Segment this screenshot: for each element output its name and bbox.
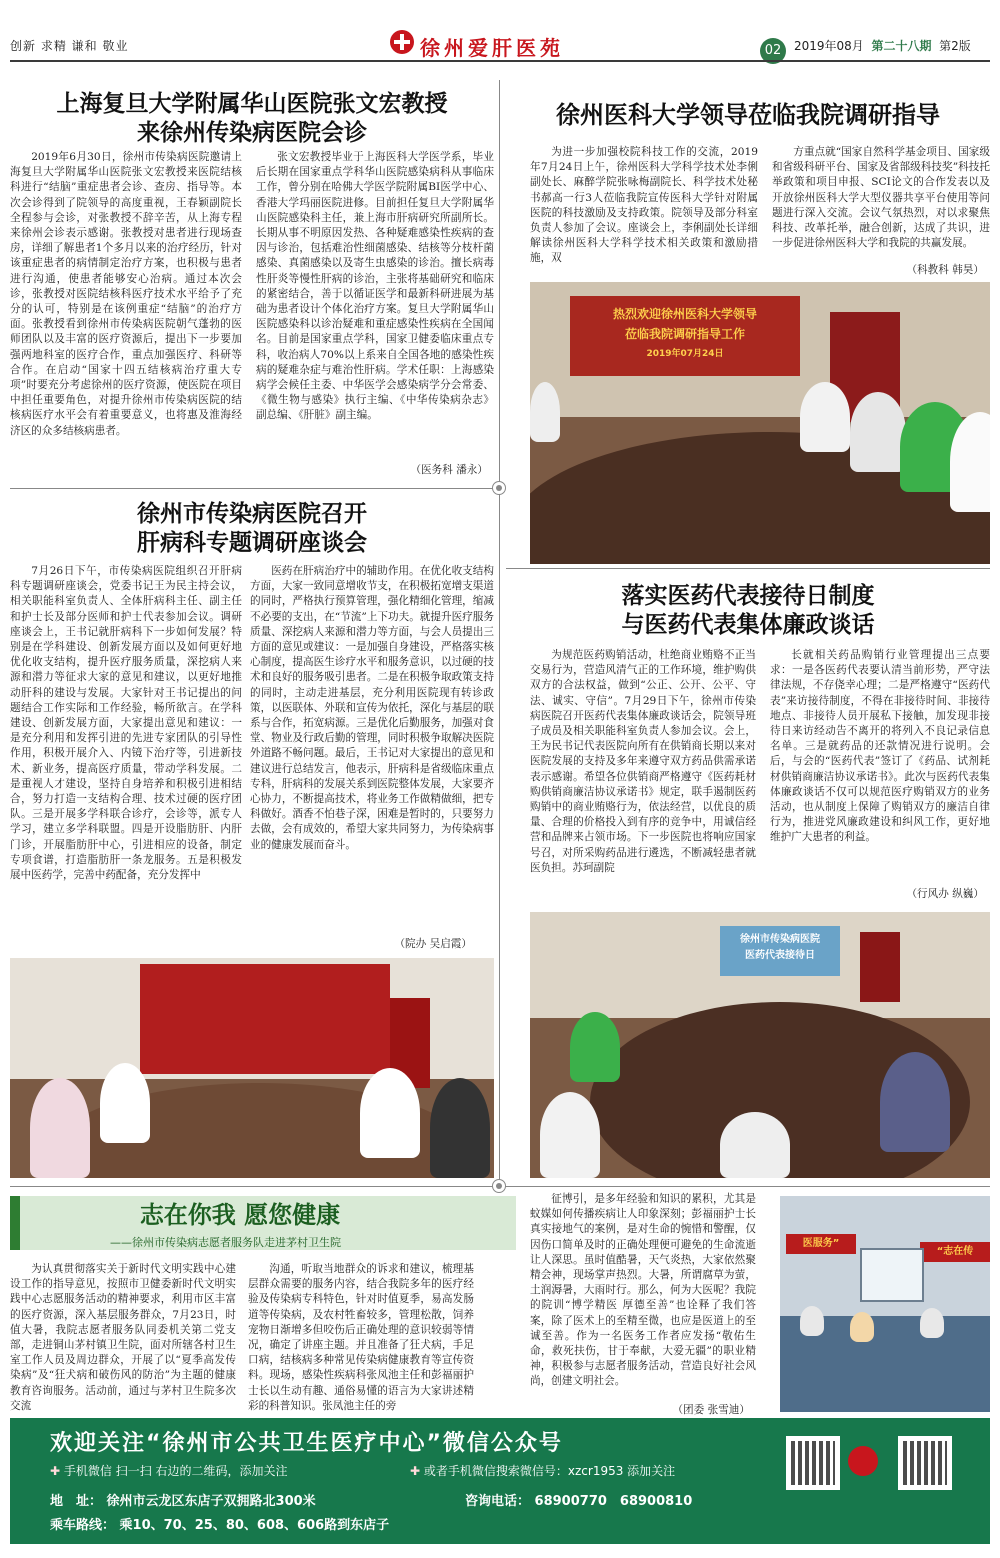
footer-scan-line: ✚ 手机微信 扫一扫 右边的二维码，添加关注 <box>50 1464 288 1478</box>
column-divider <box>499 80 500 1190</box>
edition-label: 第2版 <box>939 39 971 53</box>
attendee <box>850 392 906 472</box>
article-4-byline: （行风办 纵巍） <box>906 888 984 900</box>
article-5-col-1: 为认真贯彻落实关于新时代文明实践中心建设工作的指导意见，按照市卫健委新时代文明实践中心志愿服务活动的精神要求，利用市区丰富的医疗资源，深入基层服务群众，7月23日，时值大暑，我院志愿者服务队同委机关第二党支部，走进铜山茅村镇卫生院，面对所辖各村卫生室工作人员及周边群众，开展了以“夏季高发传染病”及“狂犬病和破伤风的防治”为主题的健康教育咨询服务。活动前，通过与茅村卫生院多次交流 <box>10 1263 236 1412</box>
footer-search-line: ✚ 或者手机微信搜索微信号：xzcr1953 添加关注 <box>410 1464 676 1478</box>
footer-phone: 咨询电话： 68900770 68900810 <box>465 1494 693 1509</box>
article-2-headline: 徐州医科大学领导莅临我院调研指导 <box>556 101 940 129</box>
article-3-col-2: 医药在肝病治疗中的辅助作用。在优化收支结构方面，大家一致同意增收节支，在积极拓宽增支渠道的同时，严格执行预算管理，强化精细化管理，缩减不必要的支出，在“节流”上下功夫。就提升医疗服务质量、深挖病人来源和潜力等方面，与会人员提出三方面的意见或建议：一是加强自身建设，严格落实核心制度，提高医生诊疗水平和服务意识，以过硬的技术和良好的服务吸引患者。二是在积极争取政策支持的同时，主动走进基层，充分利用医院现有转诊政策，以医联体、外联和宣传为依托，深化与基层的联系与合作，拓宽病源。三是优化后勤服务，加强对食堂、物业及行政后勤的管理，同时积极争取解决医院外道路不畅问题。最后，王书记对大家提出的意见和建议进行总结发言，他表示，肝病科是省级临床重点专科，肝病科的发展关系到医院整体发展，大家要齐心协力，不断提高技术，将业务工作做精做细，把专科做好。酒香不怕巷子深，困难是暂时的，只要努力去做，会有成效的，希望大家共同努力，为传染病事业的健康发展而奋斗。 <box>250 565 494 851</box>
issue-date: 2019年08月 <box>794 39 864 53</box>
attendee <box>540 1092 600 1178</box>
article-4-photo <box>530 912 990 1178</box>
divider-knot-icon <box>492 481 506 495</box>
attendee <box>360 1068 420 1158</box>
article-4-col-1: 为规范医药购销活动，杜绝商业贿赂不正当交易行为，营造风清气正的工作环境，维护购供双方的合法权益，做到“公正、公开、公平、守法、诚实、守信”。7月29日下午，徐州市传染病医院召开医药代表集体廉政谈话会，院领导班子成员及相关职能科室负责人参加会议。会上，王为民书记代表医院向所有在供销商长期以来对医院发展的支持及多年来遵守双方药品供需承诺表示感谢。希望各位供销商严格遵守《医药耗材购供销商廉洁协议承诺书》规定，联手遏制医药购销中的商业贿赂行为，依法经营，以优良的质量、合理的价格投入到有序的竞争中，用诚信经营和品牌来占领市场。下一步医院也将响应国家号召，对所采购药品进行遴选，不断减轻患者就医负担。苏珂副院 <box>530 649 756 874</box>
attendee <box>530 382 560 442</box>
article-3-byline: （院办 吴启霞） <box>394 938 472 950</box>
article-5-subtitle: ——徐州市传染病志愿者服务队走进茅村卫生院 <box>110 1236 341 1249</box>
attendee <box>430 1078 490 1178</box>
plus-icon: ✚ <box>410 1464 421 1478</box>
article-3-photo <box>10 958 494 1178</box>
article-5-col-2: 沟通，听取当地群众的诉求和建议，梳理基层群众需要的服务内容，结合我院多年的医疗经验及传染病专科特色，针对时值夏季，易高发肠道等传染病，及农村牲畜较多，管理松散，饲养宠物日渐增多但咬伤后正确处理的意识较弱等情况，确定了讲座主题。并且准备了狂犬病，手足口病，结核病多种常见传染病健康教育等宣传资料。现场，感染性疾病科张凤池主任和彭福丽护士长以生动有趣、通俗易懂的语言为大家讲述精彩的科普知识。张凤池主任的旁 <box>248 1263 474 1412</box>
attendee <box>570 1012 620 1082</box>
footer-banner <box>10 1418 990 1544</box>
wechat-qr-code <box>786 1436 840 1490</box>
attendee <box>880 1052 950 1152</box>
attendee <box>100 1063 150 1143</box>
hospital-logo-icon <box>848 1446 878 1476</box>
article-3-col-1: 7月26日下午，市传染病医院组织召开肝病科专题调研座谈会，党委书记王为民主持会议，相关职能科室负责人、全体肝病科主任、副主任和护士长及部分医师和护士代表参加会议。调研座谈会上，王书记就肝病科下一步如何发展？特别是在学科建设、创新发展方面以及如何更好地优化收支结构，提升医疗服务质量，深挖病人来源和潜力等征求大家的意见和建议，以更好地推动肝科的建设与发展。大家针对王书记提出的问题结合工作实际和工作经验，畅所欲言。在学科建设、创新发展方面，大家提出意见和建议：一是充分利用和发挥引进的先进专家团队的引导性作用，积极开展介入、内镜下治疗等，引进新技术、新业务，提高医疗质量，带动学科发展。二是重视人才建设，坚持自身培养和积极引进相结合，努力打造一支结构合理、技术过硬的医疗团队。三是开展多学科联合诊疗，会诊等，派专人学习，建立多学科联盟。四是开设脂肪肝、内肝门诊，开展脂肪肝中心，引进相应的设备，制定专项食谱，打造脂肪肝一条龙服务。五是积极发展中医药学，完善中药配备，充分发挥中 <box>10 565 242 882</box>
attendee <box>800 1306 824 1336</box>
paper-name: 徐州爱肝医苑 <box>420 36 564 60</box>
welcome-banner: 热烈欢迎徐州医科大学领导 莅临我院调研指导工作 2019年07月24日 <box>570 296 800 376</box>
backdrop <box>140 964 390 1074</box>
attendee <box>720 1112 790 1178</box>
article-1-col-1: 2019年6月30日，徐州市传染病医院邀请上海复旦大学附属华山医院张文宏教授来医院结核科进行“结脑”重症患者会诊、查房、指导等。本次会诊得到了院领导的高度重视，王春颖副院长全程参与会诊，对张教授不辞辛苦，从上海专程来徐州会诊表示感谢。张教授对患者进行现场查房，详细了解患者1个多月以来的治疗经历，针对该重症患者的病情制定治疗方案，也积极与患者进行沟通，使患者能够安心治病。通过本次会诊，张教授对医院结核科医疗技术水平给予了充分的认可，特别是在该例重症“结脑”的治疗方面。张教授看到徐州市传染病医院朝气蓬勃的医师团队以及丰富的医疗资源后，提出下一步要加强两地科室的医疗合作，重点加强医疗、科研等合作。在启动“国家十四五结核病治疗重大专项”时要充分考虑徐州的医疗资源，使医院在项目中担任重要角色，对提升徐州市传染病医院的结核病医疗水平会有着重要意义，也将惠及淮海经济区的众多结核病患者。 <box>10 151 242 437</box>
attendee <box>800 382 850 452</box>
masthead-motto: 创新 求精 谦和 敬业 <box>10 39 129 53</box>
header-rule <box>10 60 990 62</box>
footer-bus: 乘车路线： 乘10、70、25、80、608、606路到东店子 <box>50 1518 390 1533</box>
event-banner-left: 医服务” <box>786 1234 856 1254</box>
article-2-byline: （科教科 韩昊） <box>906 264 984 276</box>
attendee <box>920 1308 944 1338</box>
flag-decoration <box>860 932 900 1002</box>
attendee <box>30 1078 90 1178</box>
article-5-byline: （团委 张雪迪） <box>672 1404 750 1416</box>
article-2-photo <box>530 282 990 564</box>
attendee <box>850 1312 874 1342</box>
issue-number: 第二十八期 <box>871 39 932 53</box>
volunteer-title-bar <box>10 1196 20 1250</box>
issue-info <box>794 37 971 54</box>
section-divider <box>10 488 494 489</box>
article-4-headline: 落实医药代表接待日制度 与医药代表集体廉政谈话 <box>621 583 875 638</box>
divider-knot-icon <box>492 1179 506 1193</box>
article-5-col-3: 征博引，是多年经验和知识的累积，尤其是蚊媒如何传播疾病让人印象深刻；彭福丽护士长真实接地气的案例，是对生命的惋惜和警醒，仅因伤口简单及时的正确处理便可避免的生命流逝让人深思。虽时值酷暑，天气炎热，大家依然聚精会神，现场掌声热烈。大暑，所谓腐草为萤，土润溽暑，大雨时行。那么，何为大医呢？我院的院训“博学精医 厚德至善”也诠释了我们答案，除了医术上的至精至微，也应是医道上的至诚至善。作为一名医务工作者应发扬“敬佑生命，救死扶伤，甘于奉献，大爱无疆”的职业精神，积极参与志愿者服务活动，营造良好社会风尚，创建文明社会。 <box>530 1193 756 1388</box>
article-1-byline: （医务科 潘永） <box>410 464 488 476</box>
page-number-badge: 02 <box>760 38 786 64</box>
footer-headline: 欢迎关注“徐州市公共卫生医疗中心”微信公众号 <box>50 1431 563 1456</box>
article-5-headline: 志在你我 愿您健康 <box>139 1201 341 1229</box>
article-1-headline: 上海复旦大学附属华山医院张文宏教授 来徐州传染病医院会诊 <box>56 91 448 146</box>
footer-address: 地 址： 徐州市云龙区东店子双拥路北300米 <box>50 1494 316 1509</box>
article-5-photo <box>780 1196 990 1412</box>
meeting-screen: 徐州市传染病医院 医药代表接待日 <box>720 926 840 976</box>
article-3-headline: 徐州市传染病医院召开 肝病科专题调研座谈会 <box>137 501 367 556</box>
article-2-col-2: 方重点就“国家自然科学基金项目、国家级和省级科研平台、国家及省部级科技奖”科技托举政策和项目申报、SCI论文的合作发表以及开放徐州医科大学大型仪器共享平台使用等问题进行深入交流。会议气氛热烈，对以求聚焦科技、改革托举，融合创新，达成了共识，进一步促进徐州医科大学和我院的共赢发展。 <box>772 146 990 250</box>
article-2-col-1: 为进一步加强校院科技工作的交流，2019年7月24日上午，徐州医科大学科学技术处李俐副处长、麻醉学院张咏梅副院长、科学技术处秘书郝高一行3人莅临我院宣传医科大学针对附属医院的科技激励及支持政策。院领导及部分科室负责人参加了会议。座谈会上，李俐副处长详细解读徐州医科大学科学技术相关政策和激励措施，双 <box>530 146 758 265</box>
article-4-col-2: 长就相关药品购销行业管理提出三点要求：一是各医药代表要认清当前形势，严守法律法规，不存侥幸心理；二是严格遵守“医药代表”来访接待制度，不得在非接待时间、非接待地点、非接待人员开展私下接触，加发现非接待日来访经动告不离开的将列入不良记录信息名单。三是就药品的还款情况进行说明。会后，与会的“医药代表”签订了《药品、试剂耗材供销商廉洁协议承诺书》。此次与医药代表集体廉政谈话不仅可以规范医疗购销双方的业务活动，也从制度上保障了购销双方的廉洁自律行为，推进党风廉政建设和纠风工作，更好地维护广大患者的利益。 <box>770 649 990 844</box>
hospital-logo-icon <box>390 30 414 54</box>
wechat-qr-code <box>898 1436 952 1490</box>
event-banner-right: “志在传 <box>920 1242 990 1262</box>
article-1-col-2: 张文宏教授毕业于上海医科大学医学系，毕业后长期在国家重点学科华山医院感染病科从事临床工作，曾分别在哈佛大学医学院附属BI医学中心、香港大学玛丽医院进修。目前担任复旦大学附属华山医院感染科主任，兼上海市肝病研究所副所长。长期从事不明原因发热、各种疑难感染性疾病的查因与诊治，包括难治性细菌感染、结核等分枝杆菌感染、真菌感染以及寄生虫感染的诊治。擅长病毒性肝炎等慢性肝病的诊治，主张将基础研究和临床的紧密结合，善于以循证医学和最新科研进展为基础为患者设计个体化治疗方案。复旦大学附属华山医院感染科以诊治疑难和重症感染性疾病在全国闻名。目前是国家重点学科，国家卫健委临床重点专科，收治病人70%以上系来自全国各地的感染性疾病的疑难杂症与难治性肝病。学术任职：上海感染病学会候任主委、中华医学会感染病学分会常委、《微生物与感染》执行主编、《中华传染病杂志》副总编、《肝脏》副主编。 <box>256 151 494 422</box>
plus-icon: ✚ <box>50 1464 61 1478</box>
projection-screen <box>860 1248 924 1302</box>
section-divider <box>506 568 990 569</box>
